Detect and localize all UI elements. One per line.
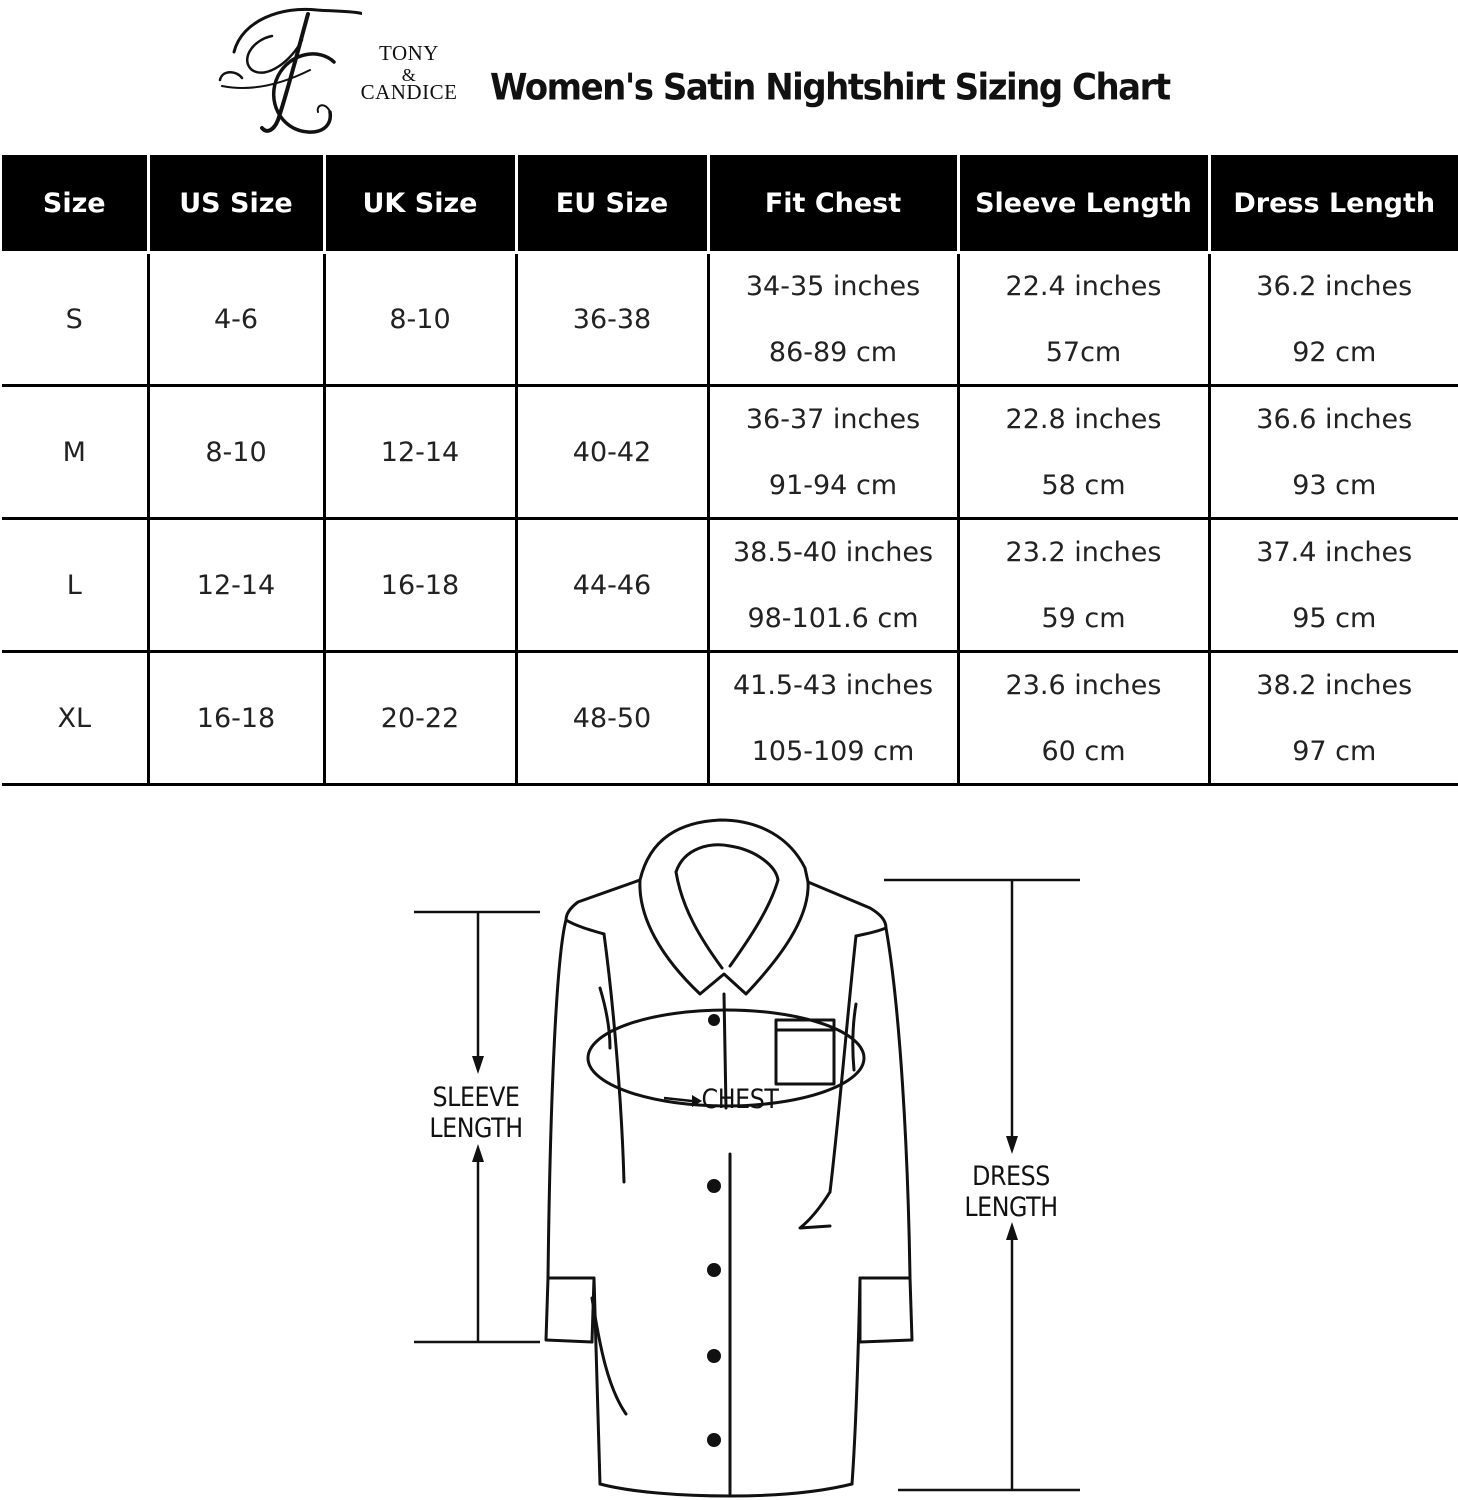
dress-cm: 92 cm [1292,337,1377,368]
sleeve-cm: 60 cm [1041,736,1126,767]
cell-dress-length [1209,253,1458,386]
cell-us-size: 4-6 [148,253,324,386]
cell-sleeve-length [958,519,1209,652]
sleeve-label-line1: SLEEVE [432,1082,520,1113]
sleeve-cm: 58 cm [1041,470,1126,501]
sleeve-inches: 23.2 inches [1005,537,1162,568]
cell-sleeve-length [958,652,1209,785]
table-row [2,519,1458,652]
dress-inches: 38.2 inches [1256,670,1413,701]
chest-cm: 86-89 cm [768,337,898,368]
cell-dress-length [1209,519,1458,652]
cell-fit-chest [708,386,958,519]
cell-eu-size: 44-46 [516,519,708,652]
table-row [2,253,1458,386]
sleeve-label-line2: LENGTH [429,1113,523,1144]
brand-name-ampersand: & [401,65,417,85]
cell-dress-length [1209,386,1458,519]
measurement-diagram [400,808,1100,1498]
column-header-fit-chest: Fit Chest [708,155,958,253]
cell-size: S [2,253,148,386]
chest-cm: 98-101.6 cm [747,603,919,634]
sizing-table [2,155,1458,786]
dress-inches: 37.4 inches [1256,537,1413,568]
nightshirt-illustration [400,808,1100,1498]
column-header-size: Size [2,155,148,253]
dress-cm: 95 cm [1292,603,1377,634]
table-row [2,386,1458,519]
header [0,0,1458,150]
column-header-uk-size: UK Size [324,155,516,253]
brand-logo [212,0,462,142]
cell-uk-size: 12-14 [324,386,516,519]
sleeve-cm: 57cm [1045,337,1122,368]
sleeve-length-label [427,1082,526,1144]
cell-dress-length [1209,652,1458,785]
cell-fit-chest [708,652,958,785]
sleeve-inches: 23.6 inches [1005,670,1162,701]
cell-uk-size: 16-18 [324,519,516,652]
chest-label: CHEST [701,1084,779,1115]
column-header-sleeve-length: Sleeve Length [958,155,1209,253]
sleeve-inches: 22.4 inches [1005,271,1162,302]
brand-name-line3: CANDICE [360,80,458,104]
cell-size: M [2,386,148,519]
dress-inches: 36.2 inches [1256,271,1413,302]
dress-cm: 97 cm [1292,736,1377,767]
cell-fit-chest [708,253,958,386]
cell-sleeve-length [958,386,1209,519]
cell-eu-size: 48-50 [516,652,708,785]
cell-us-size: 16-18 [148,652,324,785]
chest-inches: 34-35 inches [745,271,921,302]
brand-name-line1: TONY [379,41,439,65]
cell-fit-chest [708,519,958,652]
dress-label-line1: DRESS [972,1161,1050,1192]
chest-inches: 41.5-43 inches [732,670,934,701]
cell-uk-size: 8-10 [324,253,516,386]
chest-cm: 91-94 cm [768,470,898,501]
column-header-eu-size: EU Size [516,155,708,253]
cell-eu-size: 36-38 [516,253,708,386]
chest-inches: 38.5-40 inches [732,537,934,568]
cell-us-size: 12-14 [148,519,324,652]
cell-size: L [2,519,148,652]
chest-inches: 36-37 inches [745,404,921,435]
cell-us-size: 8-10 [148,386,324,519]
cell-uk-size: 20-22 [324,652,516,785]
cell-sleeve-length [958,253,1209,386]
dress-length-label [963,1161,1060,1223]
page-title: Women's Satin Nightshirt Sizing Chart [490,66,1170,110]
sleeve-cm: 59 cm [1041,603,1126,634]
dress-inches: 36.6 inches [1256,404,1413,435]
cell-eu-size: 40-42 [516,386,708,519]
table-header-row [2,155,1458,253]
column-header-us-size: US Size [148,155,324,253]
chest-cm: 105-109 cm [751,736,915,767]
table-row [2,652,1458,785]
tc-monogram-icon [212,0,362,142]
column-header-dress-length: Dress Length [1209,155,1458,253]
dress-cm: 93 cm [1292,470,1377,501]
cell-size: XL [2,652,148,785]
dress-label-line2: LENGTH [964,1192,1058,1223]
sleeve-inches: 22.8 inches [1005,404,1162,435]
